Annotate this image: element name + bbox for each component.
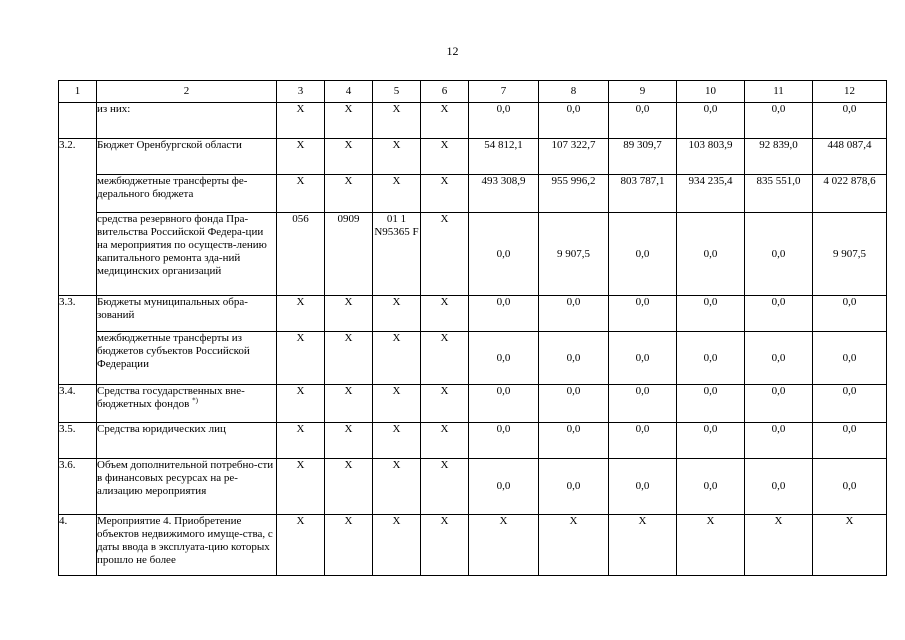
value-cell: 448 087,4 — [813, 139, 887, 175]
kbk-cell: X — [277, 459, 325, 515]
kbk-cell: X — [421, 103, 469, 139]
kbk-cell: X — [325, 332, 373, 385]
row-name: Объем дополнительной потребно-сти в финансовых ресурсах на ре-ализацию мероприятия — [97, 459, 277, 515]
value-cell: 0,0 — [469, 296, 539, 332]
header-cell: 9 — [609, 81, 677, 103]
row-number: 3.5. — [59, 423, 97, 459]
kbk-cell: X — [421, 332, 469, 385]
row-name: межбюджетные трансферты фе-дерального бюджета — [97, 175, 277, 213]
value-cell: 0,0 — [677, 213, 745, 296]
kbk-cell: X — [325, 175, 373, 213]
value-cell: 0,0 — [469, 385, 539, 423]
header-cell: 3 — [277, 81, 325, 103]
value-cell: 0,0 — [813, 459, 887, 515]
table-row — [59, 459, 887, 515]
value-cell: 0,0 — [609, 213, 677, 296]
value-cell: 0,0 — [745, 332, 813, 385]
value-cell: 0,0 — [469, 459, 539, 515]
value-cell: 493 308,9 — [469, 175, 539, 213]
value-cell: 0,0 — [677, 385, 745, 423]
value-cell: 89 309,7 — [609, 139, 677, 175]
value-cell: 54 812,1 — [469, 139, 539, 175]
kbk-cell: X — [373, 296, 421, 332]
value-cell: X — [609, 515, 677, 576]
table-row — [59, 423, 887, 459]
header-cell: 7 — [469, 81, 539, 103]
table-row — [59, 515, 887, 576]
value-cell: 934 235,4 — [677, 175, 745, 213]
header-row — [59, 81, 887, 103]
value-cell: 0,0 — [745, 385, 813, 423]
value-cell: 0,0 — [813, 385, 887, 423]
value-cell: 0,0 — [609, 296, 677, 332]
kbk-cell: X — [277, 175, 325, 213]
row-name-text: Средства государственных вне-бюджетных фондов — [97, 385, 245, 410]
value-cell: 0,0 — [539, 332, 609, 385]
header-cell: 5 — [373, 81, 421, 103]
value-cell: 0,0 — [469, 103, 539, 139]
footnote-mark: *) — [192, 396, 198, 405]
kbk-cell: X — [277, 385, 325, 423]
value-cell: 0,0 — [539, 459, 609, 515]
value-cell: X — [469, 515, 539, 576]
kbk-cell: X — [421, 459, 469, 515]
kbk-cell: X — [373, 459, 421, 515]
header-cell: 4 — [325, 81, 373, 103]
row-name: из них: — [97, 103, 277, 139]
value-cell: 0,0 — [677, 459, 745, 515]
table-row — [59, 296, 887, 332]
value-cell: 0,0 — [469, 213, 539, 296]
kbk-cell: X — [421, 296, 469, 332]
value-cell: 0,0 — [469, 332, 539, 385]
row-number: 3.4. — [59, 385, 97, 423]
value-cell: 0,0 — [609, 385, 677, 423]
value-cell: 835 551,0 — [745, 175, 813, 213]
table-row — [59, 175, 887, 213]
value-cell: 107 322,7 — [539, 139, 609, 175]
value-cell: 0,0 — [539, 296, 609, 332]
row-number: 3.6. — [59, 459, 97, 515]
kbk-cell: X — [325, 423, 373, 459]
value-cell: 0,0 — [745, 423, 813, 459]
value-cell: X — [745, 515, 813, 576]
value-cell: 9 907,5 — [813, 213, 887, 296]
kbk-cell: X — [421, 139, 469, 175]
row-number: 3.2. — [59, 139, 97, 175]
kbk-cell: X — [325, 459, 373, 515]
kbk-cell: X — [373, 385, 421, 423]
kbk-cell: X — [277, 139, 325, 175]
kbk-cell: X — [277, 423, 325, 459]
kbk-cell: X — [325, 139, 373, 175]
value-cell: 0,0 — [813, 296, 887, 332]
kbk-cell: X — [373, 515, 421, 576]
kbk-cell: X — [421, 213, 469, 296]
row-number — [59, 175, 97, 213]
kbk-cell: X — [277, 103, 325, 139]
kbk-cell: X — [325, 103, 373, 139]
value-cell: 0,0 — [677, 103, 745, 139]
value-cell: 0,0 — [677, 332, 745, 385]
kbk-cell: X — [373, 332, 421, 385]
header-cell: 12 — [813, 81, 887, 103]
kbk-cell: X — [325, 515, 373, 576]
value-cell: 0,0 — [745, 103, 813, 139]
kbk-cell: X — [277, 515, 325, 576]
row-name: Бюджет Оренбургской области — [97, 139, 277, 175]
value-cell: 0,0 — [609, 423, 677, 459]
header-cell: 8 — [539, 81, 609, 103]
kbk-cell: X — [421, 423, 469, 459]
value-cell: X — [539, 515, 609, 576]
value-cell: 0,0 — [677, 423, 745, 459]
value-cell: 0,0 — [539, 103, 609, 139]
value-cell: 103 803,9 — [677, 139, 745, 175]
value-cell: 0,0 — [745, 459, 813, 515]
value-cell: 0,0 — [677, 296, 745, 332]
kbk-cell: X — [373, 175, 421, 213]
value-cell: 803 787,1 — [609, 175, 677, 213]
table-row — [59, 332, 887, 385]
kbk-cell: X — [421, 175, 469, 213]
row-number — [59, 213, 97, 296]
value-cell: 0,0 — [609, 332, 677, 385]
row-name: Средства юридических лиц — [97, 423, 277, 459]
value-cell: 0,0 — [813, 332, 887, 385]
kbk-cell: X — [421, 385, 469, 423]
value-cell: 0,0 — [539, 423, 609, 459]
row-number: 3.3. — [59, 296, 97, 332]
value-cell: 0,0 — [745, 296, 813, 332]
value-cell: 0,0 — [813, 103, 887, 139]
value-cell: 0,0 — [469, 423, 539, 459]
row-name: Бюджеты муниципальных обра-зований — [97, 296, 277, 332]
budget-table — [58, 80, 887, 576]
row-number — [59, 332, 97, 385]
kbk-cell: 01 1 N95365 F — [373, 213, 421, 296]
kbk-cell: X — [277, 332, 325, 385]
kbk-cell: X — [373, 103, 421, 139]
row-number: 4. — [59, 515, 97, 576]
row-name: средства резервного фонда Пра-вительства Российской Федера-ции на мероприятия по осуществ-лению капитального ремонта зда-ний медицинских организаций — [97, 213, 277, 296]
kbk-cell: 056 — [277, 213, 325, 296]
kbk-cell: X — [325, 385, 373, 423]
table-row — [59, 385, 887, 423]
page-number: 12 — [446, 44, 459, 58]
row-name: Мероприятие 4. Приобретение объектов недвижимого имуще-ства, с даты ввода в эксплуата-цию которых прошло не более — [97, 515, 277, 576]
kbk-cell: X — [421, 515, 469, 576]
kbk-cell: X — [373, 139, 421, 175]
value-cell: X — [677, 515, 745, 576]
kbk-cell: 0909 — [325, 213, 373, 296]
table-row — [59, 213, 887, 296]
value-cell: 955 996,2 — [539, 175, 609, 213]
value-cell: 0,0 — [609, 103, 677, 139]
row-name — [97, 385, 277, 423]
header-cell: 2 — [97, 81, 277, 103]
table-row — [59, 103, 887, 139]
row-name: межбюджетные трансферты из бюджетов субъектов Российской Федерации — [97, 332, 277, 385]
header-cell: 1 — [59, 81, 97, 103]
row-number — [59, 103, 97, 139]
value-cell: 0,0 — [539, 385, 609, 423]
header-cell: 10 — [677, 81, 745, 103]
kbk-cell: X — [373, 423, 421, 459]
header-cell: 11 — [745, 81, 813, 103]
kbk-cell: X — [325, 296, 373, 332]
value-cell: 0,0 — [813, 423, 887, 459]
value-cell: 4 022 878,6 — [813, 175, 887, 213]
value-cell: 92 839,0 — [745, 139, 813, 175]
value-cell: X — [813, 515, 887, 576]
value-cell: 0,0 — [745, 213, 813, 296]
value-cell: 0,0 — [609, 459, 677, 515]
value-cell: 9 907,5 — [539, 213, 609, 296]
header-cell: 6 — [421, 81, 469, 103]
kbk-cell: X — [277, 296, 325, 332]
table-row — [59, 139, 887, 175]
